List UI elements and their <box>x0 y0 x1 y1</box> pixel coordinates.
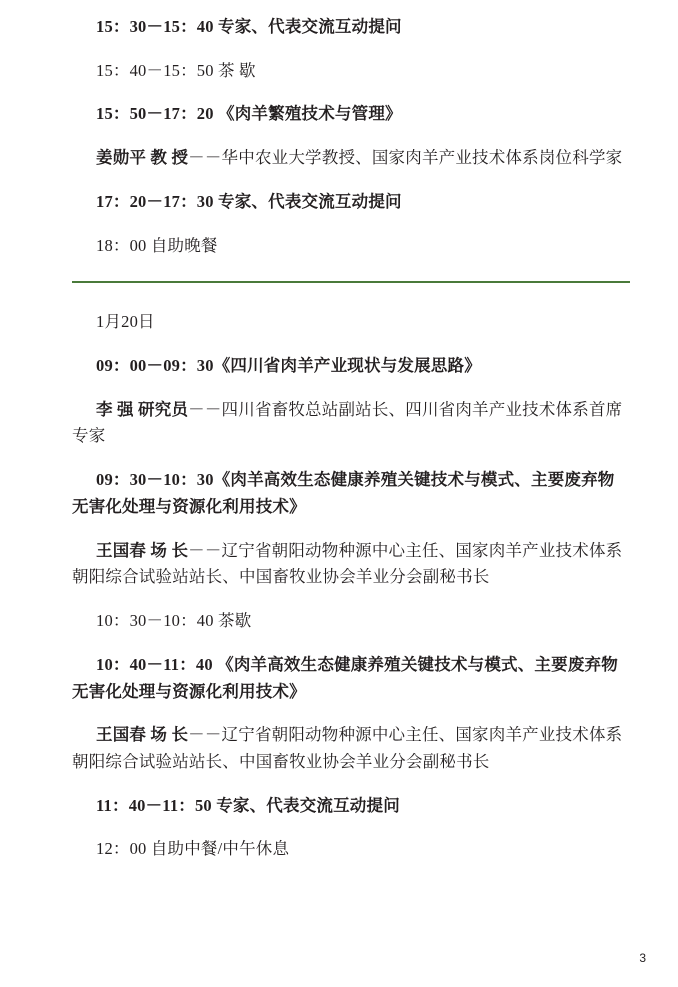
agenda-line-1040: 10：40－11：40 《肉羊高效生态健康养殖关键技术与模式、主要废弃物无害化处理与资源化利用技术》 <box>72 654 618 701</box>
agenda-speaker-wangguochun-1: 王国春 场 长－－辽宁省朝阳动物种源中心主任、国家肉羊产业技术体系朝阳综合试验站站长、中国畜牧业协会羊业分会副秘书长 <box>72 540 623 587</box>
page-number: 3 <box>639 951 646 965</box>
agenda-section-day1 <box>72 14 630 259</box>
agenda-line-1540: 15：40－15：50 茶 歇 <box>96 60 256 80</box>
agenda-line-1030: 10：30－10：40 茶歇 <box>96 611 252 631</box>
section-divider <box>72 281 630 283</box>
agenda-line-1200: 12：00 自助中餐/中午休息 <box>96 839 290 859</box>
agenda-line-1550: 15：50－17：20 《肉羊繁殖技术与管理》 <box>96 104 402 124</box>
agenda-line-1140: 11：40－11：50 专家、代表交流互动提问 <box>96 795 400 815</box>
agenda-line-1720: 17：20－17：30 专家、代表交流互动提问 <box>96 191 402 211</box>
agenda-speaker-wangguochun-2: 王国春 场 长－－辽宁省朝阳动物种源中心主任、国家肉羊产业技术体系朝阳综合试验站站长、中国畜牧业协会羊业分会副秘书长 <box>72 725 623 771</box>
agenda-speaker-liqiang: 李 强 研究员－－四川省畜牧总站副站长、四川省肉羊产业技术体系首席专家 <box>72 399 623 446</box>
date-heading-jan20: 1月20日 <box>96 312 155 332</box>
agenda-line-0930: 09：30－10：30《肉羊高效生态健康养殖关键技术与模式、主要废弃物无害化处理与资源化利用技术》 <box>72 470 615 516</box>
agenda-line-1530: 15：30－15：40 专家、代表交流互动提问 <box>96 17 402 36</box>
agenda-line-0900: 09：00－09：30《四川省肉羊产业现状与发展思路》 <box>96 356 481 376</box>
agenda-line-1800: 18：00 自助晚餐 <box>96 235 218 255</box>
agenda-speaker-jiangxunping: 姜勋平 教 授－－华中农业大学教授、国家肉羊产业技术体系岗位科学家 <box>96 148 623 168</box>
agenda-section-day2 <box>72 309 630 863</box>
